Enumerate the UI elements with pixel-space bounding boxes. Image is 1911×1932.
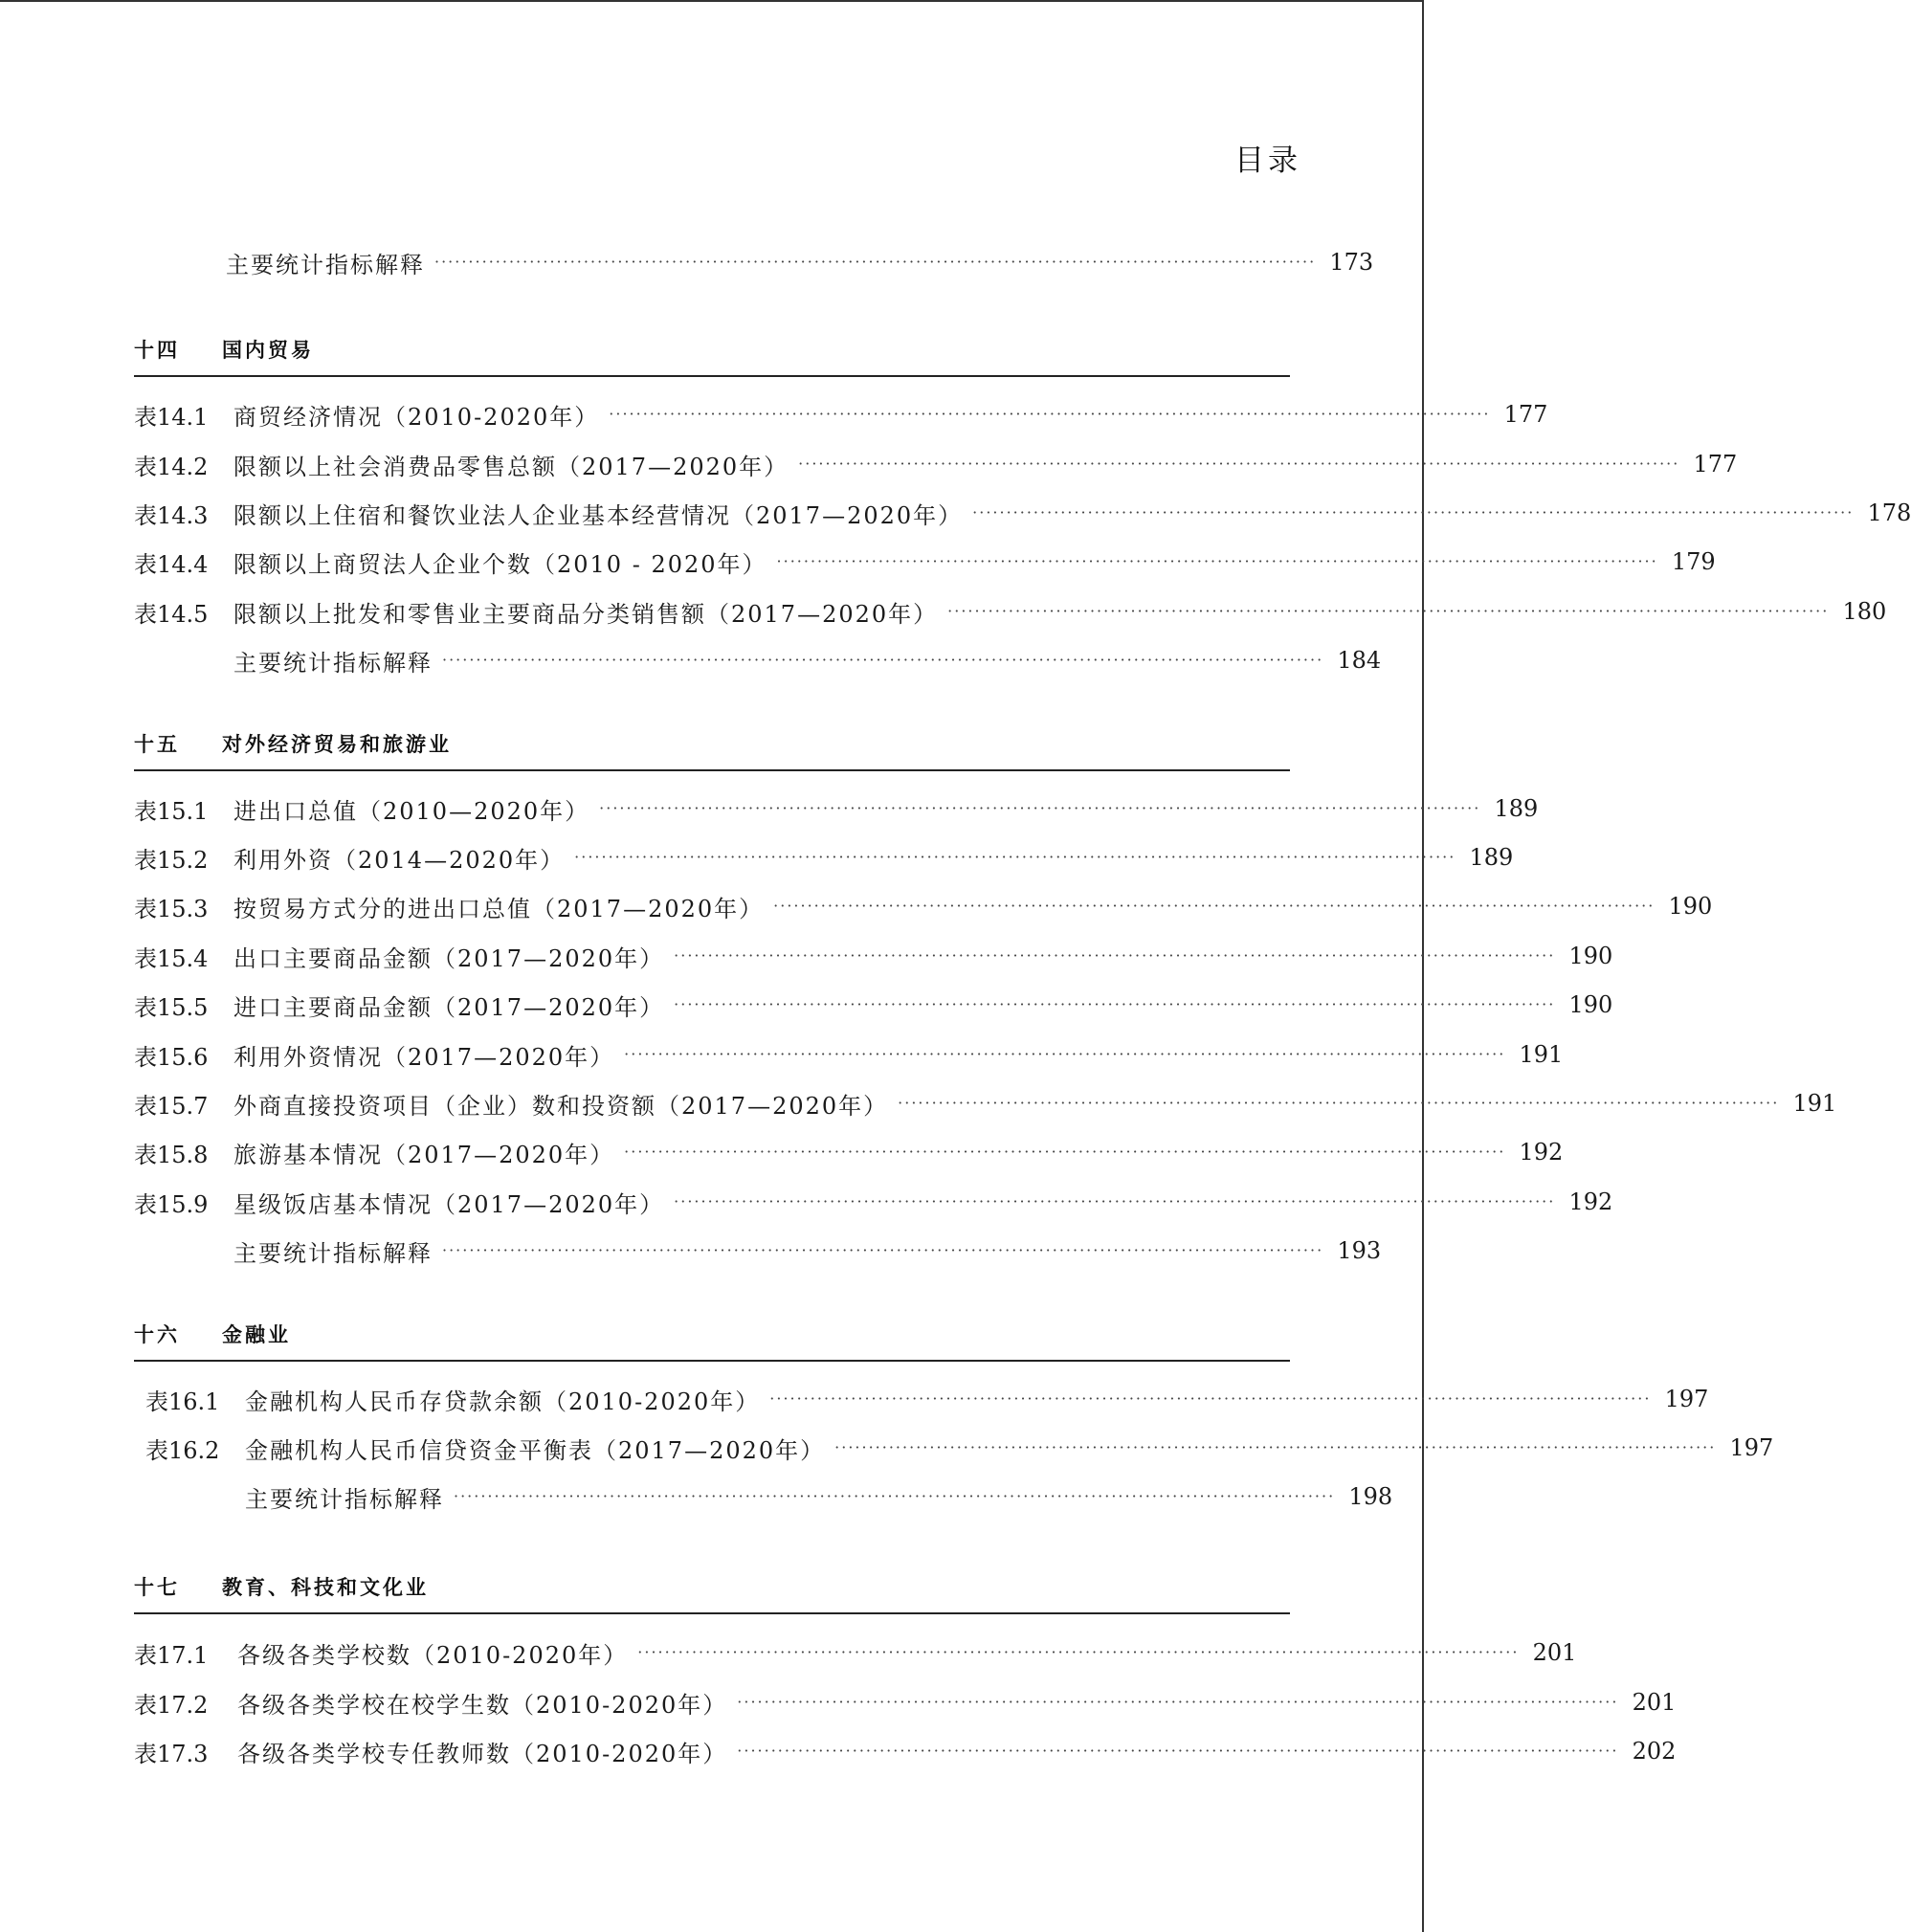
toc-entry-number: 表15.7 <box>134 1092 209 1120</box>
toc-entry[interactable] <box>134 543 1716 581</box>
toc-leader-dots: ·································································································································· <box>442 651 1324 669</box>
toc-leader-dots: ·································································································································· <box>947 602 1830 620</box>
toc-entry-title: 主要统计指标解释 <box>233 649 433 677</box>
toc-entry[interactable] <box>134 641 1382 679</box>
toc-entry[interactable] <box>134 887 1713 925</box>
section-title-text: 对外经济贸易和旅游业 <box>222 733 452 756</box>
toc-entry-number: 表14.3 <box>134 501 209 529</box>
toc-entry-title: 主要统计指标解释 <box>226 251 425 278</box>
toc-entry-title: 金融机构人民币存贷款余额（2010-2020年） <box>245 1388 761 1415</box>
toc-page-number: 180 <box>1842 598 1887 625</box>
toc-entry-title: 星级饭店基本情况（2017—2020年） <box>233 1190 665 1218</box>
section-heading <box>134 335 1290 377</box>
toc-entry-number: 表14.2 <box>134 453 209 480</box>
toc-entry[interactable] <box>134 1183 1613 1221</box>
toc-entry[interactable] <box>134 445 1738 483</box>
toc-entry-title: 旅游基本情况（2017—2020年） <box>233 1141 615 1168</box>
section-number: 十四 <box>134 339 180 362</box>
section-title-text: 教育、科技和文化业 <box>222 1576 429 1599</box>
toc-page-number: 184 <box>1337 647 1382 674</box>
section-heading <box>134 1320 1290 1362</box>
toc-entry-number: 表15.4 <box>134 944 209 972</box>
toc-page-number: 173 <box>1329 249 1374 276</box>
toc-page-number: 198 <box>1348 1483 1393 1510</box>
toc-leader-dots: ·································································································································· <box>798 455 1680 473</box>
toc-page-number: 177 <box>1693 451 1738 477</box>
toc-leader-dots: ·································································································································· <box>434 253 1317 271</box>
toc-entry[interactable] <box>134 1429 1774 1467</box>
toc-page-number: 191 <box>1792 1090 1837 1117</box>
toc-page-number: 192 <box>1519 1139 1564 1166</box>
toc-entry-title: 进出口总值（2010—2020年） <box>233 797 590 825</box>
toc-leader-dots: ·································································································································· <box>737 1693 1619 1711</box>
toc-entry-title: 限额以上住宿和餐饮业法人企业基本经营情况（2017—2020年） <box>233 501 964 529</box>
toc-leader-dots: ·································································································································· <box>737 1742 1619 1760</box>
toc-leader-dots: ·································································································································· <box>624 1045 1506 1063</box>
page-header-title: 目录 <box>1234 144 1301 178</box>
toc-entry[interactable] <box>134 1084 1837 1122</box>
section-title-text: 国内贸易 <box>222 339 314 362</box>
toc-entry-title: 商贸经济情况（2010-2020年） <box>233 403 600 431</box>
toc-entry-number: 表14.5 <box>134 600 209 628</box>
toc-leader-dots: ·································································································································· <box>624 1143 1506 1161</box>
toc-leader-dots: ·································································································································· <box>674 995 1556 1013</box>
toc-entry-title: 主要统计指标解释 <box>245 1485 444 1513</box>
toc-entry-title: 限额以上社会消费品零售总额（2017—2020年） <box>233 453 789 480</box>
toc-leader-dots: ·································································································································· <box>674 1192 1556 1210</box>
toc-leader-dots: ·································································································································· <box>776 552 1658 570</box>
toc-page-number: 178 <box>1867 500 1911 526</box>
toc-entry[interactable] <box>134 1633 1577 1672</box>
toc-page-number: 190 <box>1568 991 1613 1018</box>
toc-entry-number: 表14.1 <box>134 403 209 431</box>
toc-page-number: 190 <box>1568 943 1613 969</box>
section-number: 十五 <box>134 733 180 756</box>
toc-page-number: 197 <box>1664 1386 1709 1412</box>
toc-entry-title: 各级各类学校专任教师数（2010-2020年） <box>237 1740 728 1767</box>
toc-entry-number: 表15.1 <box>134 797 209 825</box>
toc-leader-dots: ·································································································································· <box>773 897 1655 915</box>
section-heading <box>134 729 1290 771</box>
toc-entry[interactable] <box>134 1232 1382 1270</box>
toc-entry[interactable] <box>134 1732 1677 1770</box>
toc-entry[interactable] <box>134 592 1887 631</box>
toc-leader-dots: ·································································································································· <box>442 1241 1324 1259</box>
toc-entry-number: 表14.4 <box>134 550 209 578</box>
toc-page-number: 179 <box>1671 548 1716 575</box>
toc-entry[interactable] <box>134 838 1514 877</box>
toc-entry-number: 表15.5 <box>134 993 209 1021</box>
toc-entry[interactable] <box>134 243 1374 281</box>
toc-leader-dots: ·································································································································· <box>674 946 1556 965</box>
toc-entry[interactable] <box>134 494 1911 532</box>
toc-entry[interactable] <box>134 986 1613 1024</box>
toc-entry[interactable] <box>134 1683 1677 1721</box>
toc-leader-dots: ·································································································································· <box>834 1438 1717 1456</box>
toc-entry[interactable] <box>134 937 1613 975</box>
toc-entry-title: 按贸易方式分的进出口总值（2017—2020年） <box>233 895 765 922</box>
toc-entry-number: 表17.3 <box>134 1740 209 1767</box>
toc-entry-number: 表16.1 <box>145 1388 220 1415</box>
toc-entry-number: 表16.2 <box>145 1436 220 1464</box>
toc-entry-title: 利用外资情况（2017—2020年） <box>233 1043 615 1071</box>
toc-entry-title: 进口主要商品金额（2017—2020年） <box>233 993 665 1021</box>
toc-entry-title: 出口主要商品金额（2017—2020年） <box>233 944 665 972</box>
toc-leader-dots: ·································································································································· <box>769 1389 1652 1408</box>
toc-leader-dots: ·································································································································· <box>599 799 1481 817</box>
section-title-text: 金融业 <box>222 1323 291 1346</box>
toc-entry[interactable] <box>134 1477 1393 1516</box>
toc-entry-title: 各级各类学校数（2010-2020年） <box>237 1641 629 1669</box>
toc-entry-title: 各级各类学校在校学生数（2010-2020年） <box>237 1691 728 1719</box>
toc-entry-title: 金融机构人民币信贷资金平衡表（2017—2020年） <box>245 1436 826 1464</box>
toc-page-number: 189 <box>1494 795 1539 822</box>
toc-entry-number: 表15.3 <box>134 895 209 922</box>
toc-entry-number: 表15.8 <box>134 1141 209 1168</box>
page-top-border <box>0 0 1424 2</box>
toc-entry[interactable] <box>134 395 1548 433</box>
toc-entry[interactable] <box>134 1035 1564 1074</box>
toc-leader-dots: ·································································································································· <box>454 1487 1336 1505</box>
toc-entry-title: 主要统计指标解释 <box>233 1239 433 1267</box>
toc-leader-dots: ·································································································································· <box>898 1094 1780 1112</box>
toc-entry-number: 表17.1 <box>134 1641 209 1669</box>
toc-entry[interactable] <box>134 1133 1564 1171</box>
toc-entry-title: 限额以上商贸法人企业个数（2010 - 2020年） <box>233 550 767 578</box>
toc-page-number: 192 <box>1568 1188 1613 1215</box>
toc-entry-title: 利用外资（2014—2020年） <box>233 846 566 874</box>
toc-entry[interactable] <box>134 1380 1709 1418</box>
toc-leader-dots: ·································································································································· <box>637 1643 1520 1661</box>
toc-entry-number: 表15.9 <box>134 1190 209 1218</box>
toc-leader-dots: ·································································································································· <box>972 503 1855 522</box>
toc-page-number: 202 <box>1632 1738 1677 1765</box>
toc-entry-title: 外商直接投资项目（企业）数和投资额（2017—2020年） <box>233 1092 889 1120</box>
toc-leader-dots: ·································································································································· <box>574 848 1456 866</box>
toc-page-number: 177 <box>1503 401 1548 428</box>
section-heading <box>134 1572 1290 1614</box>
section-number: 十七 <box>134 1576 180 1599</box>
toc-page-number: 201 <box>1632 1689 1677 1716</box>
toc-page-number: 197 <box>1729 1434 1774 1461</box>
toc-entry-number: 表15.6 <box>134 1043 209 1071</box>
toc-entry-title: 限额以上批发和零售业主要商品分类销售额（2017—2020年） <box>233 600 939 628</box>
toc-entry[interactable] <box>134 789 1539 828</box>
toc-page-number: 189 <box>1469 844 1514 871</box>
toc-page-number: 193 <box>1337 1237 1382 1264</box>
toc-entry-number: 表15.2 <box>134 846 209 874</box>
toc-page-number: 190 <box>1668 893 1713 920</box>
toc-page-number: 191 <box>1519 1041 1564 1068</box>
toc-leader-dots: ·································································································································· <box>609 405 1491 423</box>
toc-entry-number: 表17.2 <box>134 1691 209 1719</box>
section-number: 十六 <box>134 1323 180 1346</box>
toc-page-number: 201 <box>1532 1639 1577 1666</box>
